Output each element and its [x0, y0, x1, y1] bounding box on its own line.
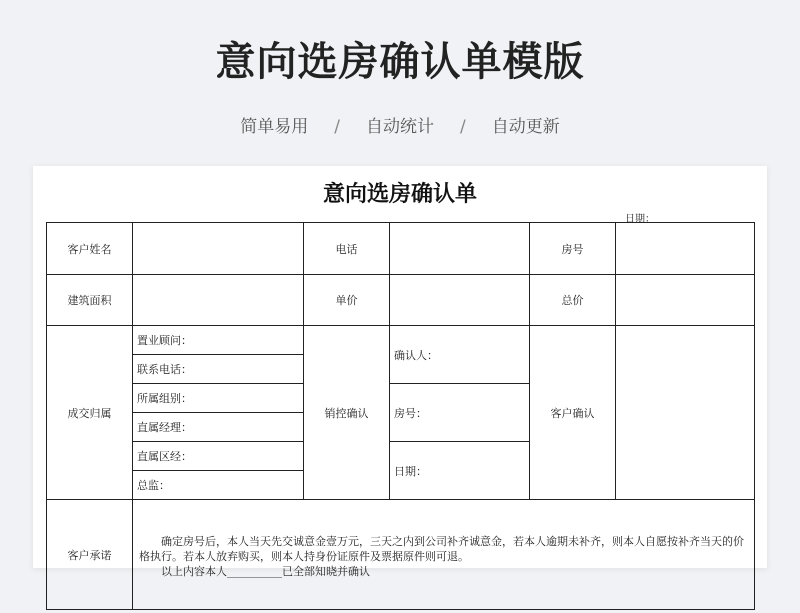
promise-text: 确定房号后，本人当天先交诚意金壹万元，三天之内到公司补齐诚意金，若本人逾期未补齐，则本人自愿按补齐当天的价格执行。若本人放弃购买，则本人持身份证原件及票据原件则可退。 — [139, 535, 744, 563]
table-row — [47, 326, 755, 355]
customer-confirm-cell[interactable] — [616, 326, 755, 500]
feature-auto-stats: 自动统计 — [366, 117, 434, 137]
promise-text-cut: 以上内容本人__________已全部知晓并确认 — [161, 565, 370, 578]
customer-confirm-label: 客户确认 — [530, 326, 616, 500]
unit-price-cell[interactable] — [390, 275, 530, 326]
feature-easy: 简单易用 — [240, 117, 309, 137]
total-price-cell[interactable] — [616, 275, 755, 326]
confirm-room-field[interactable]: 房号： — [390, 384, 530, 442]
group-field[interactable]: 所属组别： — [133, 384, 304, 413]
contact-phone-field[interactable]: 联系电话： — [133, 355, 304, 384]
feature-auto-update: 自动更新 — [491, 117, 560, 137]
total-price-label: 总价 — [530, 275, 616, 326]
feature-subtitle — [0, 112, 800, 137]
sheet-title: 意向选房确认单 — [322, 181, 477, 207]
manager-field[interactable]: 直属经理： — [133, 413, 304, 442]
separator: / — [334, 117, 340, 137]
form-sheet — [33, 166, 767, 578]
room-no-label: 房号 — [530, 223, 616, 275]
confirmation-table — [46, 222, 755, 610]
area-cell[interactable] — [133, 275, 304, 326]
promise-label: 客户承诺 — [47, 500, 133, 610]
confirmer-field[interactable]: 确认人： — [390, 326, 530, 384]
page-title: 意向选房确认单模版 — [215, 39, 585, 85]
promise-text-cell — [133, 500, 755, 610]
unit-price-label: 单价 — [304, 275, 390, 326]
phone-cell[interactable] — [390, 223, 530, 275]
sales-confirm-label: 销控确认 — [304, 326, 390, 500]
separator: / — [460, 117, 466, 137]
confirm-date-field[interactable]: 日期： — [390, 442, 530, 500]
deal-label: 成交归属 — [47, 326, 133, 500]
table-row — [47, 500, 755, 610]
room-no-cell[interactable] — [616, 223, 755, 275]
date-label: 日期： — [625, 214, 655, 225]
table-row — [47, 223, 755, 275]
area-label: 建筑面积 — [47, 275, 133, 326]
phone-label: 电话 — [304, 223, 390, 275]
customer-name-label: 客户姓名 — [47, 223, 133, 275]
director-field[interactable]: 总监： — [133, 471, 304, 500]
consultant-field[interactable]: 置业顾问： — [133, 326, 304, 355]
customer-name-cell[interactable] — [133, 223, 304, 275]
table-row — [47, 275, 755, 326]
regional-manager-field[interactable]: 直属区经： — [133, 442, 304, 471]
